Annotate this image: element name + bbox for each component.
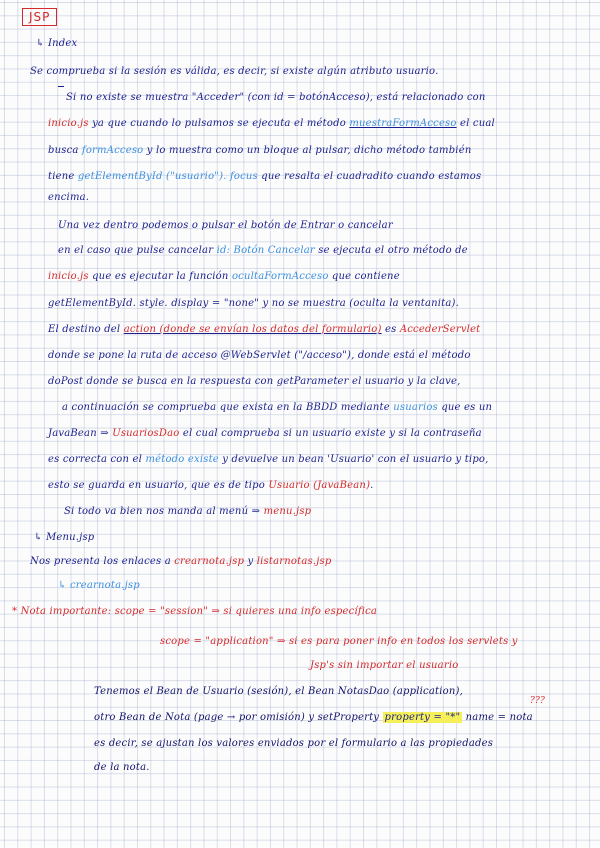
heading-menu-jsp: ↳ Menu.jsp — [34, 532, 95, 543]
bullet-dash — [58, 86, 64, 87]
important-note: * Nota importante: scope = "session" ⇒ si quieres una info específica — [12, 606, 378, 617]
note-line: a continuación se comprueba que exista en la BBDD mediante usuarios que es un — [62, 402, 493, 413]
note-line: El destino del action (donde se envían los datos del formulario) es AccederServlet — [48, 324, 481, 335]
note-line: Si no existe se muestra "Acceder" (con id = botónAcceso), está relacionado con — [66, 92, 486, 103]
note-line: inicio.js que es ejecutar la función ocultaFormAcceso que contiene — [48, 271, 400, 282]
note-line: esto se guarda en usuario, que es de tipo Usuario (JavaBean). — [48, 480, 374, 491]
note-line: es decir, se ajustan los valores enviados por el formulario a las propiedades — [94, 738, 494, 749]
note-line: doPost donde se busca en la respuesta con getParameter el usuario y la clave, — [48, 376, 461, 387]
note-line: Una vez dentro podemos o pulsar el botón de Entrar o cancelar — [58, 220, 393, 231]
note-line: es correcta con el método existe y devuelve un bean 'Usuario' con el usuario y tipo, — [48, 454, 489, 465]
note-line: donde se pone la ruta de acceso @WebServlet ("/acceso"), donde está el método — [48, 350, 471, 361]
question-marks-annotation: ??? — [530, 696, 546, 706]
important-note-line: Jsp's sin importar el usuario — [310, 660, 459, 671]
heading-crearnota: ↳ crearnota.jsp — [58, 580, 140, 591]
heading-index: ↳ Index — [36, 38, 78, 49]
note-line: Si todo va bien nos manda al menú ⇒ menu.jsp — [64, 506, 312, 517]
note-line: JavaBean ⇒ UsuariosDao el cual comprueba si un usuario existe y si la contraseña — [48, 428, 482, 439]
note-line: de la nota. — [94, 762, 150, 773]
note-line: encima. — [48, 192, 90, 203]
highlighted-property: property = "*" — [384, 712, 461, 723]
note-line: Nos presenta los enlaces a crearnota.jsp y listarnotas.jsp — [30, 556, 332, 567]
note-line: tiene getElementById ("usuario"). focus que resalta el cuadradito cuando estamos — [48, 171, 482, 182]
note-line: inicio.js ya que cuando lo pulsamos se ejecuta el método muestraFormAcceso el cual — [48, 118, 495, 129]
page-title: JSP — [22, 8, 57, 26]
note-line: Tenemos el Bean de Usuario (sesión), el Bean NotasDao (application), — [94, 686, 463, 697]
note-line: otro Bean de Nota (page → por omisión) y setProperty property = "*" name = nota — [94, 712, 533, 723]
note-line: getElementById. style. display = "none" y no se muestra (oculta la ventanita). — [48, 298, 460, 309]
important-note-line: scope = "application" ⇒ si es para poner info en todos los servlets y — [160, 636, 518, 647]
note-line: busca formAcceso y lo muestra como un bloque al pulsar, dicho método también — [48, 145, 472, 156]
note-line: en el caso que pulse cancelar id: Botón Cancelar se ejecuta el otro método de — [58, 245, 468, 256]
note-line: Se comprueba si la sesión es válida, es decir, si existe algún atributo usuario. — [30, 66, 439, 77]
